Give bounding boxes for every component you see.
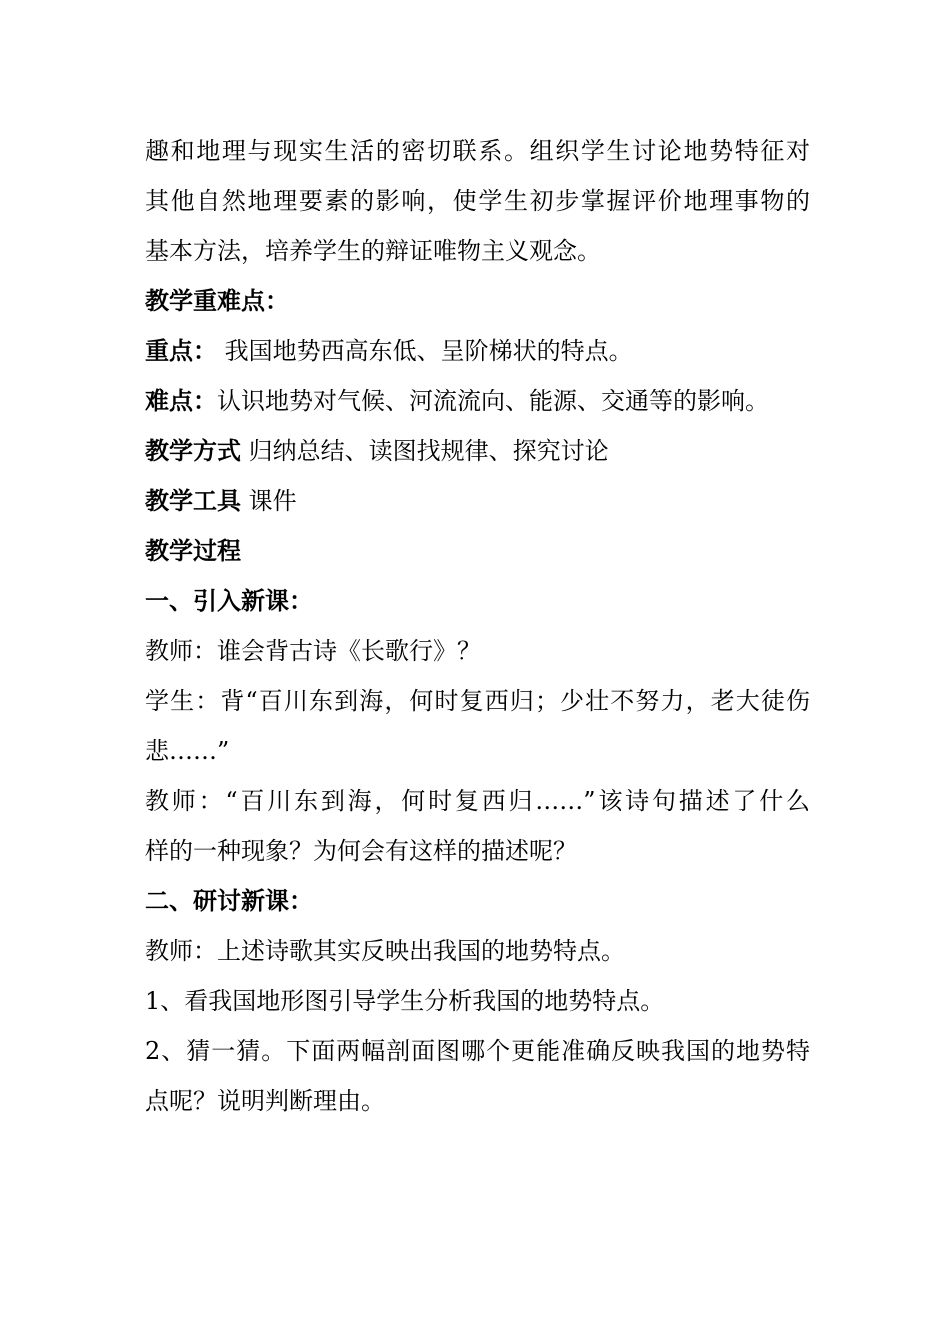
section2-heading: 二、研讨新课： (145, 886, 313, 915)
key-points-heading: 教学重难点： (145, 286, 289, 315)
section1-line-1: 教师：谁会背古诗《长歌行》？ (145, 637, 481, 665)
tools-text: 课件 (241, 487, 297, 515)
section2-line-2: 1、看我国地形图引导学生分析我国的地势特点。 (145, 987, 665, 1015)
section2-line-3b: 点呢？说明判断理由。 (145, 1087, 385, 1115)
section1-line-3b: 样的一种现象？为何会有这样的描述呢？ (145, 837, 577, 865)
difficulty-line (145, 376, 810, 426)
intro-line-2: 其他自然地理要素的影响，使学生初步掌握评价地理事物的 (145, 187, 810, 215)
tools-label: 教学工具 (145, 486, 241, 515)
section1-line-2b: 悲……” (145, 737, 230, 765)
method-line (145, 426, 810, 476)
section2-line-1: 教师：上述诗歌其实反映出我国的地势特点。 (145, 937, 625, 965)
tools-line (145, 476, 810, 526)
intro-line-3: 基本方法，培养学生的辩证唯物主义观念。 (145, 237, 601, 265)
focus-label: 重点： (145, 336, 217, 365)
section1-line-3a: 教师：“百川东到海，何时复西归……”该诗句描述了什么 (145, 787, 810, 815)
method-text: 归纳总结、读图找规律、探究讨论 (241, 437, 609, 465)
difficulty-label: 难点： (145, 386, 217, 415)
section2-line-3a: 2、猜一猜。下面两幅剖面图哪个更能准确反映我国的地势特 (145, 1037, 810, 1065)
focus-text: 我国地势西高东低、呈阶梯状的特点。 (217, 337, 633, 365)
section1-line-2a: 学生：背“百川东到海，何时复西归；少壮不努力，老大徒伤 (145, 687, 810, 715)
focus-line (145, 326, 810, 376)
document-page (145, 126, 810, 1126)
intro-line-1: 趣和地理与现实生活的密切联系。组织学生讨论地势特征对 (145, 137, 810, 165)
method-label: 教学方式 (145, 436, 241, 465)
process-heading: 教学过程 (145, 536, 241, 565)
section1-heading: 一、引入新课： (145, 586, 313, 615)
difficulty-text: 认识地势对气候、河流流向、能源、交通等的影响。 (217, 387, 769, 415)
